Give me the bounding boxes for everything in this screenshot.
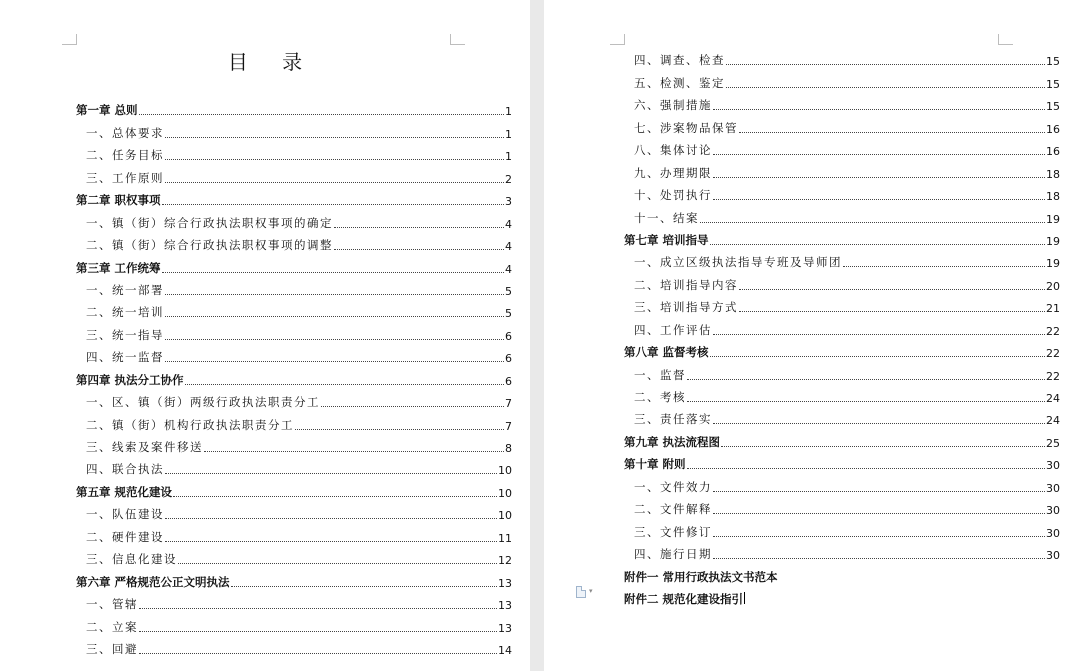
toc-entry-text: 附件二 规范化建设指引 [624,591,744,606]
toc-title: 目 录 [227,50,317,74]
toc-page-number: 15 [1046,100,1060,114]
toc-entry-text: 四、工作评估 [634,322,712,337]
toc-entry[interactable] [624,540,1060,562]
toc-entry-text: 四、统一监督 [86,350,164,365]
toc-entry-text: 十、处罚执行 [634,188,712,203]
toc-dot-leader [726,87,1045,88]
toc-entry[interactable] [624,136,1060,158]
toc-entry-text: 第七章 培训指导 [624,232,709,247]
toc-entry[interactable] [624,383,1060,405]
toc-dot-leader [165,159,504,160]
toc-entry-text: 三、文件修订 [634,524,712,539]
toc-dot-leader [687,379,1045,380]
toc-entry-text: 二、镇（街）机构行政执法职责分工 [86,417,294,432]
toc-entry[interactable] [624,158,1060,180]
toc-page-number: 13 [498,599,512,613]
toc-dot-leader [710,244,1045,245]
toc-entry[interactable] [624,270,1060,292]
toc-entry[interactable] [624,450,1060,472]
toc-page-number: 13 [498,621,512,635]
toc-entry[interactable] [624,91,1060,113]
toc-entry[interactable] [76,298,512,320]
toc-entry-text: 第一章 总则 [76,103,138,118]
toc-entry[interactable] [76,522,512,544]
toc-page-number: 30 [1046,526,1060,540]
toc-dot-leader [713,558,1045,559]
toc-page-number: 5 [505,284,512,298]
toc-dot-leader [713,154,1045,155]
toc-page-number: 30 [1046,481,1060,495]
toc-entry-text: 一、镇（街）综合行政执法职权事项的确定 [86,215,333,230]
toc-page-number: 15 [1046,55,1060,69]
toc-entry[interactable] [76,208,512,230]
toc-entry[interactable] [76,141,512,163]
toc-entry-text: 二、考核 [634,390,686,404]
toc-page-number: 22 [1046,324,1060,338]
document-paste-icon[interactable] [576,586,586,598]
toc-dot-leader [139,631,497,632]
toc-page-number: 15 [1046,77,1060,91]
toc-page-number: 4 [505,240,512,254]
toc-page-number: 10 [498,509,512,523]
document-page-right [544,0,1080,671]
toc-dot-leader [713,423,1045,424]
toc-entry-text: 二、文件解释 [634,502,712,517]
toc-entry-text: 二、统一培训 [86,305,164,320]
toc-entry[interactable] [624,46,1060,68]
toc-dot-leader [165,294,504,295]
toc-dot-leader [165,518,497,519]
toc-dot-leader [165,316,504,317]
toc-entry-text: 三、线索及案件移送 [86,440,203,454]
toc-entry-text: 第三章 工作统筹 [76,260,161,275]
document-page-left [0,0,530,671]
toc-dot-leader [165,361,504,362]
toc-entry-text: 第九章 执法流程图 [624,434,721,449]
toc-appendix-entry[interactable] [624,585,1060,607]
toc-dot-leader [713,177,1045,178]
toc-entry[interactable] [624,472,1060,494]
toc-entry-text: 四、施行日期 [634,547,712,562]
toc-entry-text: 九、办理期限 [634,165,712,180]
toc-entry-text: 四、联合执法 [86,462,164,477]
toc-entry-text: 三、工作原则 [86,170,164,185]
toc-page-number: 10 [498,464,512,478]
toc-entry[interactable] [76,635,512,657]
toc-dot-leader [713,199,1045,200]
toc-dot-leader [165,182,504,183]
toc-entry[interactable] [76,567,512,589]
toc-entry-text: 二、任务目标 [86,148,164,163]
toc-page-number: 24 [1046,392,1060,405]
toc-dot-leader [687,468,1045,469]
toc-entry-text: 七、涉案物品保管 [634,120,738,135]
page-corner-mark [450,34,465,45]
toc-entry[interactable] [76,477,512,499]
toc-page-number: 22 [1046,369,1060,383]
toc-page-number: 14 [498,643,512,657]
toc-page-number: 1 [505,150,512,164]
toc-page-number: 16 [1046,145,1060,159]
toc-page-number: 13 [498,576,512,590]
toc-page-number: 6 [505,374,512,388]
toc-entry-text: 第八章 监督考核 [624,345,709,360]
toc-entry[interactable] [624,315,1060,337]
toc-page-number: 21 [1046,302,1060,316]
toc-entry[interactable] [76,545,512,567]
toc-entry-text: 五、检测、鉴定 [634,75,725,90]
toc-entry[interactable] [76,455,512,477]
toc-page-number: 12 [498,554,512,568]
toc-entry-text: 第四章 执法分工协作 [76,372,184,387]
toc-entry[interactable] [76,276,512,298]
toc-page-number: 20 [1046,279,1060,293]
toc-entry[interactable] [76,96,512,118]
page-corner-mark [62,34,77,45]
toc-entry[interactable] [76,163,512,185]
toc-page-number: 8 [505,442,512,455]
toc-dot-leader [687,401,1045,402]
toc-entry[interactable] [76,590,512,612]
toc-entry[interactable] [624,293,1060,315]
toc-entry-text: 第二章 职权事项 [76,193,161,208]
toc-dot-leader [139,608,497,609]
toc-dot-leader [843,266,1045,267]
toc-entry[interactable] [76,410,512,432]
toc-page-number: 19 [1046,212,1060,226]
toc-page-number: 30 [1046,549,1060,563]
toc-entry-text: 三、培训指导方式 [634,300,738,315]
toc-page-number: 16 [1046,122,1060,136]
toc-dot-leader [334,249,504,250]
toc-entry-text: 二、立案 [86,619,138,634]
toc-page-number: 5 [505,307,512,321]
toc-entry[interactable] [624,68,1060,90]
toc-dot-leader [162,272,504,273]
toc-dot-leader [713,334,1045,335]
toc-dot-leader [173,496,497,497]
toc-page-number: 4 [505,217,512,231]
toc-page-number: 25 [1046,436,1060,450]
toc-dot-leader [739,311,1045,312]
toc-page-number: 6 [505,329,512,343]
toc-page-number: 18 [1046,190,1060,204]
toc-page-number: 18 [1046,167,1060,181]
toc-entry[interactable] [624,360,1060,382]
toc-entry[interactable] [76,231,512,253]
toc-entry-text: 三、统一指导 [86,327,164,342]
toc-page-number: 10 [498,486,512,500]
toc-entry[interactable] [624,338,1060,360]
toc-appendix-entry[interactable] [624,562,1060,584]
toc-page-number: 22 [1046,347,1060,361]
toc-entry[interactable] [76,365,512,387]
toc-page-number: 19 [1046,234,1060,248]
toc-page-number: 7 [505,397,512,411]
toc-dot-leader [165,541,497,542]
toc-page-number: 1 [505,127,512,141]
toc-entry[interactable] [76,320,512,342]
toc-entry-text: 二、培训指导内容 [634,277,738,292]
toc-entry-text: 一、队伍建设 [86,507,164,522]
toc-dot-leader [231,586,497,587]
toc-page-number: 3 [505,195,512,209]
text-cursor [744,592,745,604]
toc-entry-text: 附件一 常用行政执法文书范本 [624,569,778,584]
toc-dot-leader [162,204,504,205]
toc-entry[interactable] [624,113,1060,135]
toc-entry[interactable] [76,433,512,455]
toc-entry[interactable] [624,248,1060,270]
page-corner-mark [998,34,1013,45]
toc-dot-leader [739,132,1045,133]
toc-dot-leader [334,227,504,228]
toc-dot-leader [178,563,497,564]
toc-entry-text: 三、回避 [86,641,138,656]
toc-entry[interactable] [624,495,1060,517]
toc-entry[interactable] [76,612,512,634]
toc-dot-leader [165,473,497,474]
toc-entry-text: 十一、结案 [634,210,699,225]
toc-dot-leader [700,222,1045,223]
toc-dot-leader [713,536,1045,537]
toc-entry[interactable] [624,405,1060,427]
toc-entry[interactable] [624,181,1060,203]
toc-entry-text: 四、调查、检查 [634,53,725,68]
toc-page-number: 24 [1046,414,1060,428]
toc-entry-text: 一、总体要求 [86,125,164,140]
toc-dot-leader [739,289,1045,290]
toc-dot-leader [139,653,497,654]
toc-entry[interactable] [76,253,512,275]
toc-dot-leader [713,109,1045,110]
toc-entry-text: 三、责任落实 [634,412,712,427]
toc-page-number: 30 [1046,504,1060,518]
toc-dot-leader [713,513,1045,514]
toc-entry[interactable] [624,517,1060,539]
toc-entry[interactable] [624,203,1060,225]
toc-entry[interactable] [76,118,512,140]
toc-page-number: 1 [505,105,512,119]
page-corner-mark [610,34,625,45]
toc-page-number: 2 [505,172,512,186]
toc-entry[interactable] [624,427,1060,449]
toc-page-number: 6 [505,352,512,366]
toc-entry[interactable] [76,343,512,365]
toc-entry-text: 一、文件效力 [634,479,712,494]
toc-dot-leader [204,451,504,452]
toc-dot-leader [710,356,1045,357]
toc-entry-text: 一、区、镇（街）两级行政执法职责分工 [86,395,320,410]
toc-list-right [624,46,1060,607]
toc-entry-text: 第五章 规范化建设 [76,484,173,499]
toc-entry-text: 第六章 严格规范公正文明执法 [76,574,230,589]
toc-dot-leader [295,429,504,430]
toc-page-number: 30 [1046,459,1060,473]
toc-list-left [76,96,512,657]
chevron-down-icon[interactable]: ▾ [589,587,593,595]
toc-page-number: 4 [505,262,512,276]
toc-dot-leader [185,384,504,385]
toc-entry-text: 一、监督 [634,367,686,382]
toc-entry-text: 六、强制措施 [634,98,712,113]
toc-dot-leader [713,491,1045,492]
toc-entry-text: 一、统一部署 [86,282,164,297]
toc-entry-text: 一、成立区级执法指导专班及导师团 [634,255,842,270]
toc-page-number: 7 [505,419,512,433]
toc-entry-text: 一、管辖 [86,597,138,612]
toc-entry-text: 第十章 附则 [624,457,686,472]
toc-entry-text: 三、信息化建设 [86,552,177,567]
toc-entry[interactable] [76,388,512,410]
toc-page-number: 19 [1046,257,1060,271]
toc-entry[interactable] [76,186,512,208]
toc-entry-text: 八、集体讨论 [634,143,712,158]
toc-page-number: 11 [498,531,512,545]
toc-entry[interactable] [76,500,512,522]
toc-dot-leader [726,64,1045,65]
toc-dot-leader [165,339,504,340]
toc-dot-leader [165,137,504,138]
toc-entry-text: 二、硬件建设 [86,529,164,544]
toc-dot-leader [139,114,504,115]
toc-entry-text: 二、镇（街）综合行政执法职权事项的调整 [86,238,333,253]
toc-dot-leader [321,406,504,407]
toc-entry[interactable] [624,226,1060,248]
toc-dot-leader [721,446,1045,447]
